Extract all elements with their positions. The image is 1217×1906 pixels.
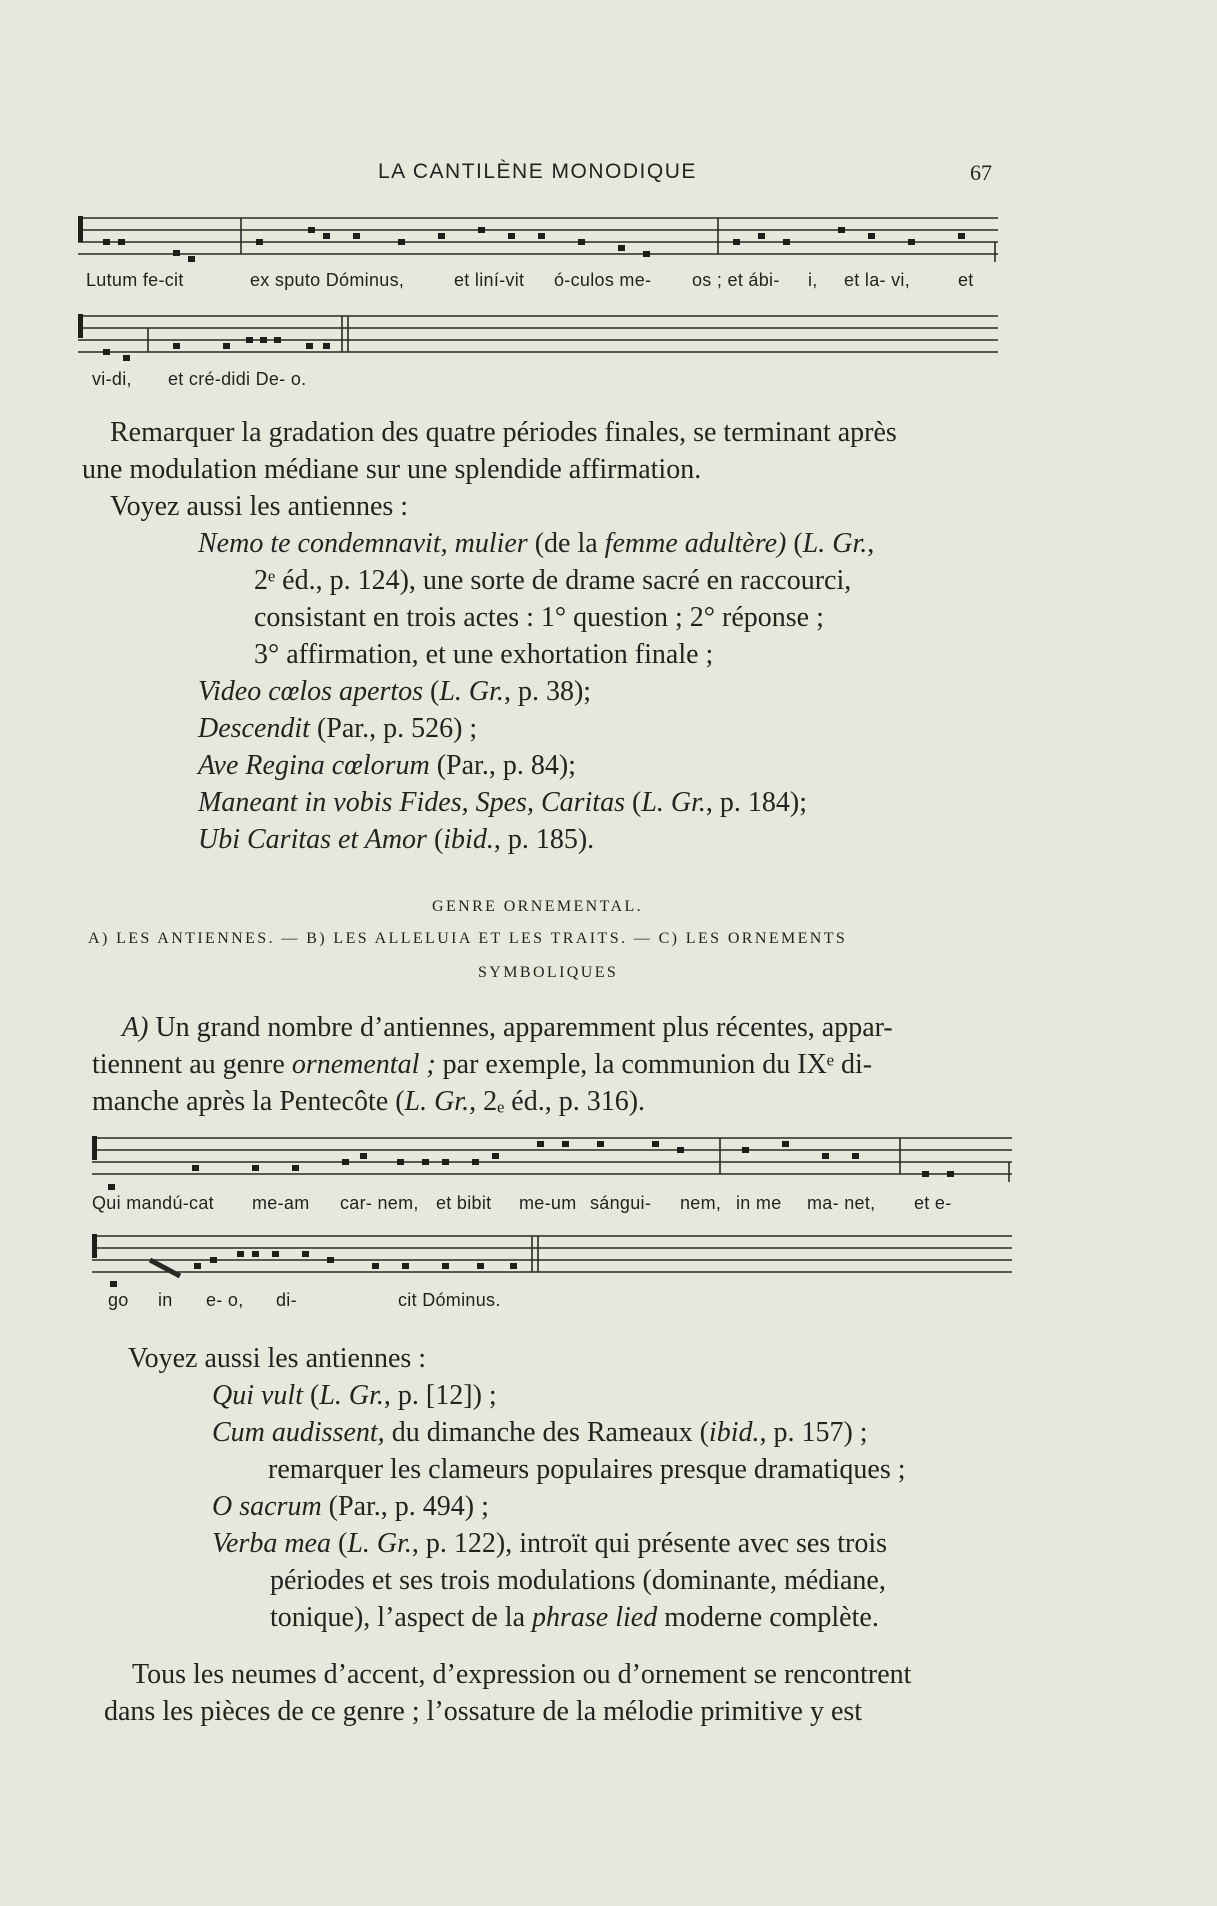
paragraph-line: Tous les neumes d’accent, d’expression ou d’ornement se rencontrent: [132, 1659, 912, 1690]
list-item-continuation: 2ᵉ éd., p. 124), une sorte de drame sacré en raccourci,: [254, 565, 852, 596]
running-title: LA CANTILÈNE MONODIQUE: [378, 160, 697, 183]
lyric-syllable: in: [158, 1290, 173, 1310]
list-item-descendit: Descendit (Par., p. 526) ;: [198, 713, 478, 744]
section-subheading: SYMBOLIQUES: [478, 964, 619, 981]
list-item-qui-vult: Qui vult (L. Gr., p. [12]) ;: [212, 1380, 497, 1411]
lyric-syllable: Qui mandú-cat: [92, 1193, 214, 1213]
paragraph-line: Remarquer la gradation des quatre périodes finales, se terminant après: [110, 417, 897, 448]
list-item-continuation: consistant en trois actes : 1° question ; 2° réponse ;: [254, 602, 824, 633]
section-heading: GENRE ORNEMENTAL.: [432, 898, 644, 915]
list-intro: Voyez aussi les antiennes :: [128, 1343, 427, 1374]
lyric-syllable: et bibit: [436, 1193, 492, 1213]
lyric-syllable: cit Dóminus.: [398, 1290, 501, 1310]
lyric-syllable: ma- net,: [807, 1193, 876, 1213]
staff-svg-2b: [92, 1230, 1012, 1290]
lyric-syllable: di-: [276, 1290, 297, 1310]
lyric-syllable: go: [108, 1290, 129, 1310]
lyric-syllable: os ; et ábi-: [692, 270, 780, 290]
running-header: [0, 160, 1217, 190]
list-item-o-sacrum: O sacrum (Par., p. 494) ;: [212, 1491, 489, 1522]
lyrics-line-2b: [108, 1290, 588, 1314]
list-item-nemo: Nemo te condemnavit, mulier (de la femme adultère) (L. Gr.,: [198, 528, 875, 559]
staff-svg-2a: [92, 1132, 1012, 1192]
lyric-syllable: me-um: [519, 1193, 577, 1213]
lyric-syllable: et e-: [914, 1193, 952, 1213]
list-item-ubi-caritas: Ubi Caritas et Amor (ibid., p. 185).: [198, 824, 595, 855]
lyric-syllable: vi-di,: [92, 369, 132, 389]
lyric-syllable: et la- vi,: [844, 270, 911, 290]
paragraph-line: tiennent au genre ornemental ; par exemple, la communion du IXᵉ di-: [92, 1049, 873, 1080]
lyric-syllable: i,: [808, 270, 818, 290]
paragraph-line: A) Un grand nombre d’antiennes, apparemment plus récentes, appar-: [122, 1012, 893, 1043]
lyric-syllable: in me: [736, 1193, 782, 1213]
paragraph-line: dans les pièces de ce genre ; l’ossature de la mélodie primitive y est: [104, 1696, 863, 1727]
page-number: 67: [970, 160, 992, 185]
paragraph-line: manche après la Pentecôte (L. Gr., 2ₑ éd., p. 316).: [92, 1086, 646, 1117]
lyric-syllable: et liní-vit: [454, 270, 525, 290]
music-staff-1b: [78, 310, 998, 370]
lyrics-line-1b: [92, 369, 492, 393]
list-item-cum-audissent: Cum audissent, du dimanche des Rameaux (ibid., p. 157) ;: [212, 1417, 868, 1448]
lyrics-line-1a: [86, 270, 1006, 294]
lyric-syllable: Lutum fe-cit: [86, 270, 184, 290]
music-staff-2b: [92, 1230, 1012, 1290]
lyrics-line-2a: [92, 1193, 1012, 1217]
paragraph-line: une modulation médiane sur une splendide affirmation.: [82, 454, 702, 485]
list-item-verba-mea: Verba mea (L. Gr., p. 122), introït qui présente avec ses trois: [212, 1528, 888, 1559]
lyric-syllable: me-am: [252, 1193, 310, 1213]
lyric-syllable: ó-culos me-: [554, 270, 652, 290]
list-item-continuation: 3° affirmation, et une exhortation finale ;: [254, 639, 714, 670]
section-subheading: A) LES ANTIENNES. — B) LES ALLELUIA ET LES TRAITS. — C) LES ORNEMENTS: [88, 930, 848, 947]
list-item-ave-regina: Ave Regina cœlorum (Par., p. 84);: [198, 750, 576, 781]
lyric-syllable: car- nem,: [340, 1193, 419, 1213]
list-item-video: Video cœlos apertos (L. Gr., p. 38);: [198, 676, 592, 707]
lyric-syllable: e- o,: [206, 1290, 244, 1310]
music-staff-2a: [92, 1132, 1012, 1192]
lyric-syllable: et cré-didi De- o.: [168, 369, 307, 389]
list-item-continuation: tonique), l’aspect de la phrase lied moderne complète.: [270, 1602, 879, 1633]
staff-svg-1b: [78, 310, 998, 370]
staff-svg-1a: [78, 212, 998, 272]
list-item-continuation: périodes et ses trois modulations (dominante, médiane,: [270, 1565, 886, 1596]
music-staff-1a: [78, 212, 998, 272]
lyric-syllable: sángui-: [590, 1193, 652, 1213]
lyric-syllable: ex sputo Dóminus,: [250, 270, 405, 290]
lyric-syllable: et: [958, 270, 974, 290]
paragraph-line: Voyez aussi les antiennes :: [110, 491, 409, 522]
list-item-continuation: remarquer les clameurs populaires presque dramatiques ;: [268, 1454, 906, 1485]
list-item-maneant: Maneant in vobis Fides, Spes, Caritas (L. Gr., p. 184);: [198, 787, 808, 818]
lyric-syllable: nem,: [680, 1193, 722, 1213]
